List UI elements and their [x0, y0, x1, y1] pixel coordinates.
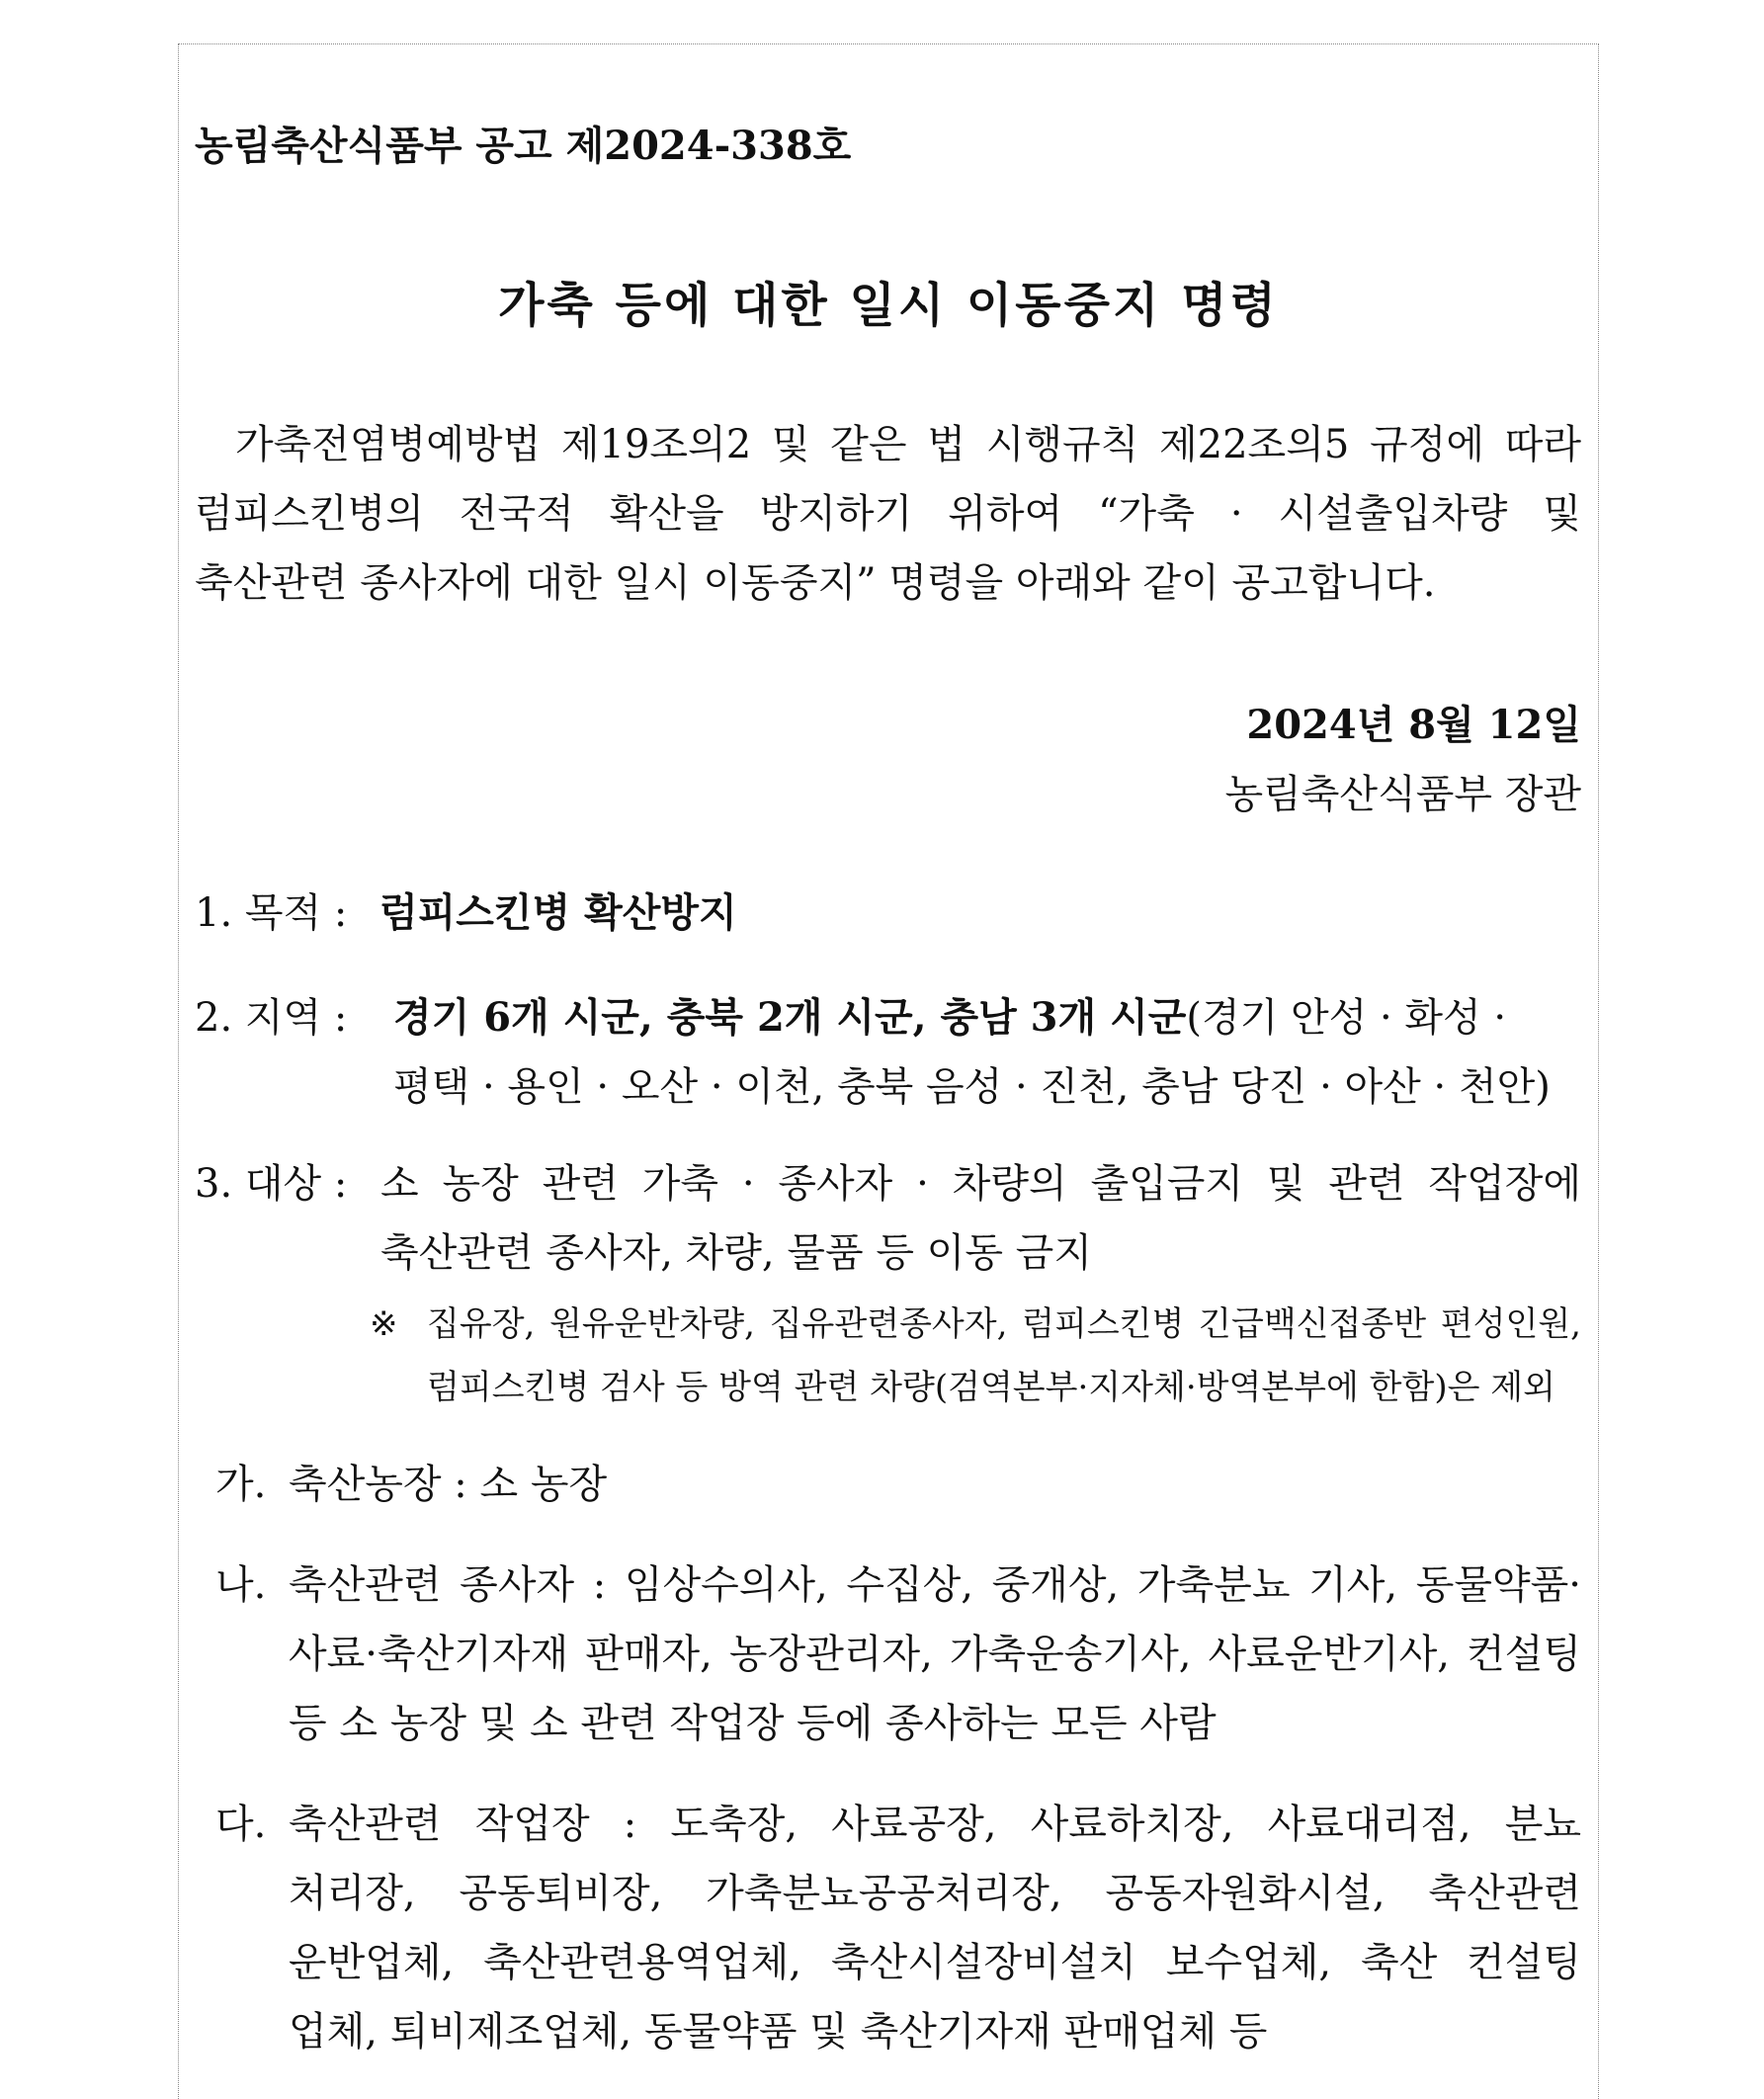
purpose-label: 1. 목적 : [195, 890, 348, 936]
target-note-2: 럼피스킨병 검사 등 방역 관련 차량(검역본부·지자체·방역본부에 한함)은 제외 [427, 1368, 1555, 1407]
target-line-2: 축산관련 종사자, 차량, 물품 등 이동 금지 [380, 1230, 1092, 1276]
region-line-1 [393, 994, 1581, 1042]
intro-line-2: 럼피스킨병의 전국적 확산을 방지하기 위하여 “가축 · 시설출입차량 및 [195, 491, 1581, 537]
intro-line-3: 축산관련 종사자에 대한 일시 이동중지” 명령을 아래와 같이 공고합니다. [195, 560, 1436, 606]
sub-c-label: 다. [215, 1802, 267, 1847]
notice-date: 2024년 8월 12일 [1246, 702, 1581, 748]
document-title: 가축 등에 대한 일시 이동중지 명령 [498, 278, 1279, 333]
intro-line-1: 가축전염병예방법 제19조의2 및 같은 법 시행규칙 제22조의5 규정에 따라 [235, 422, 1581, 467]
notice-number: 농림축산식품부 공고 제2024-338호 [195, 123, 852, 169]
sub-b-label: 나. [215, 1562, 267, 1608]
region-line-2: 평택 · 용인 · 오산 · 이천, 충북 음성 · 진천, 충남 당진 · 아산 · 천안) [393, 1064, 1551, 1110]
target-label: 3. 대상 : [195, 1161, 348, 1207]
sub-c-line-1: 축산관련 작업장 : 도축장, 사료공장, 사료하치장, 사료대리점, 분뇨 [289, 1802, 1581, 1847]
sub-c-line-4: 업체, 퇴비제조업체, 동물약품 및 축산기자재 판매업체 등 [289, 2009, 1268, 2055]
region-value-rest: (경기 안성 · 화성 · [1186, 995, 1507, 1041]
purpose-value: 럼피스킨병 확산방지 [379, 889, 737, 936]
sub-a-line-1: 축산농장 : 소 농장 [289, 1462, 608, 1507]
sub-b-line-3: 등 소 농장 및 소 관련 작업장 등에 종사하는 모든 사람 [289, 1701, 1217, 1746]
issuer: 농림축산식품부 장관 [1224, 772, 1581, 817]
note-mark: ※ [370, 1304, 398, 1344]
sub-c-line-2: 처리장, 공동퇴비장, 가축분뇨공공처리장, 공동자원화시설, 축산관련 [289, 1871, 1581, 1916]
sub-b-line-1: 축산관련 종사자 : 임상수의사, 수집상, 중개상, 가축분뇨 기사, 동물약품· [289, 1562, 1581, 1608]
sub-a-label: 가. [215, 1462, 267, 1507]
target-note-1: 집유장, 원유운반차량, 집유관련종사자, 럼피스킨병 긴급백신접종반 편성인원, [427, 1304, 1581, 1344]
target-line-1: 소 농장 관련 가축 · 종사자 · 차량의 출입금지 및 관련 작업장에 [380, 1161, 1581, 1207]
region-value-bold: 경기 6개 시군, 충북 2개 시군, 충남 3개 시군 [393, 994, 1187, 1041]
sub-c-line-3: 운반업체, 축산관련용역업체, 축산시설장비설치 보수업체, 축산 컨설팅 [289, 1940, 1581, 1985]
sub-b-line-2: 사료·축산기자재 판매자, 농장관리자, 가축운송기사, 사료운반기사, 컨설팅 [289, 1632, 1581, 1677]
region-label: 2. 지역 : [195, 995, 348, 1041]
